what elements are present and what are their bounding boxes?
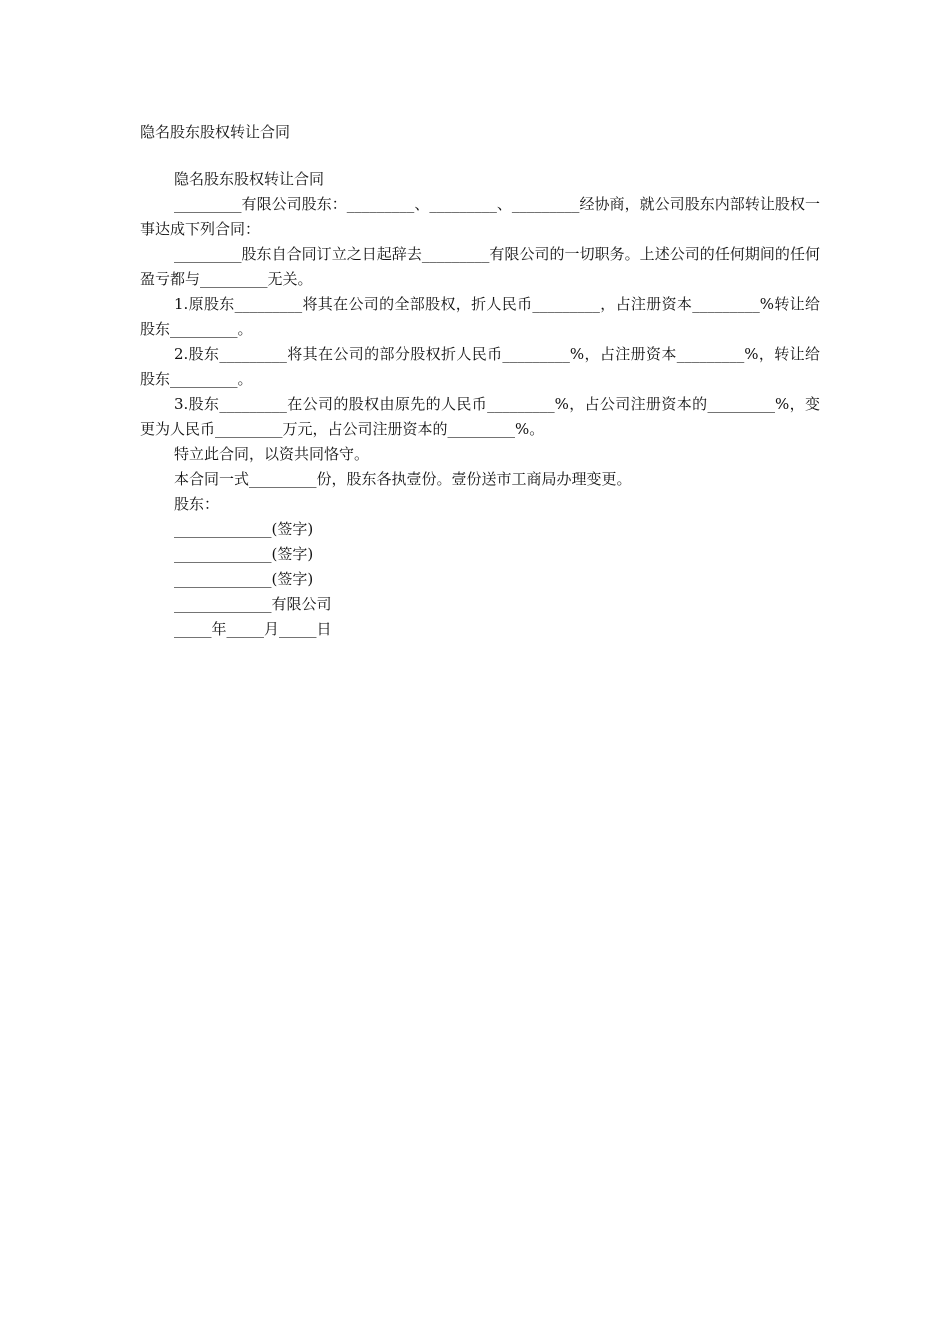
document-header-title: 隐名股东股权转让合同 [140,123,291,141]
clause-2: 2.股东_________将其在公司的部分股权折人民币_________%，占注册资本_________%，转让给股东_________。 [140,345,820,388]
paragraph-agreement: 特立此合同，以资共同恪守。 [174,445,370,463]
signature-line-2: _____________(签字) [174,545,314,563]
signature-line-1: _____________(签字) [174,520,314,538]
paragraph-intro: _________有限公司股东：_________、_________、_________经协商，就公司股东内部转让股权一事达成下列合同： [140,195,820,238]
paragraph-resignation: _________股东自合同订立之日起辞去_________有限公司的一切职务。上述公司的任何期间的任何盈亏都与_________无关。 [140,245,820,288]
clause-1: 1.原股东_________将其在公司的全部股权，折人民币_________，占注册资本_________%转让给股东_________。 [140,295,820,338]
date-line: _____年_____月_____日 [174,620,332,638]
signature-line-3: _____________(签字) [174,570,314,588]
body-title: 隐名股东股权转让合同 [174,170,325,188]
clause-3: 3.股东_________在公司的股权由原先的人民币_________%，占公司注册资本的_________%，变更为人民币_________万元，占公司注册资本的_________%。 [140,395,820,438]
document-body [140,167,820,517]
document-page [140,120,820,642]
company-line: _____________有限公司 [174,595,332,613]
paragraph-copies: 本合同一式_________份，股东各执壹份。壹份送市工商局办理变更。 [174,470,632,488]
signature-block [140,517,820,642]
shareholders-label: 股东： [174,495,220,513]
